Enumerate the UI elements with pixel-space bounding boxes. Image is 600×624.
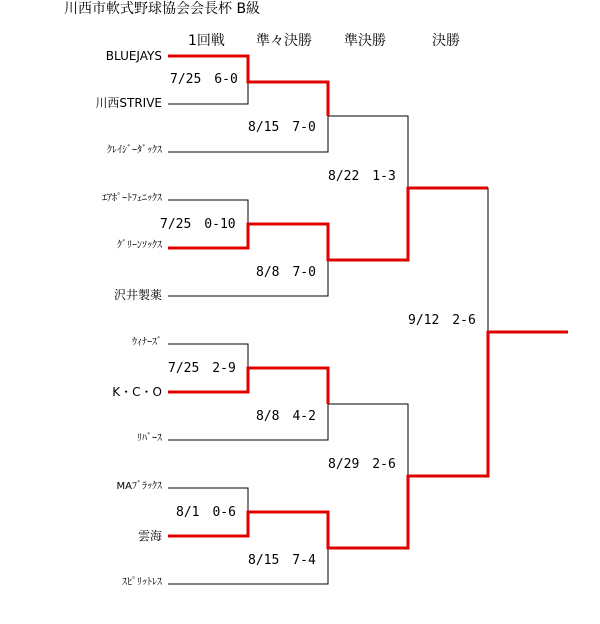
round-header-r1: 1回戦 [188, 33, 225, 49]
line-qf-a-loser [168, 116, 328, 152]
line-r1-a-loser [168, 82, 248, 104]
bracket-lines-red [168, 56, 568, 548]
team-airport-phoenix: ｴｱﾎﾟｰﾄﾌｪﾆｯｸｽ [102, 193, 162, 204]
page-title: 川西市軟式野球協会会長杯 B級 [64, 1, 261, 17]
line-r1-c-loser [168, 344, 248, 368]
round-header-qf: 準々決勝 [256, 33, 312, 49]
team-ma-blacks: MAﾌﾞﾗｯｸｽ [116, 481, 162, 492]
score-qf-c: 8/8 4-2 [256, 409, 316, 424]
line-final-loser [408, 188, 488, 332]
team-bluejays: BLUEJAYS [105, 49, 162, 63]
line-r1-d-loser [168, 488, 248, 512]
team-kawanishi-strive: 川西STRIVE [95, 96, 162, 110]
line-qf-b-loser [168, 260, 328, 296]
team-crazy-ducks: ｸﾚｲｼﾞｰﾀﾞｯｸｽ [107, 145, 162, 156]
team-spiritless: ｽﾋﾟﾘｯﾄﾚｽ [122, 577, 162, 588]
line-sf-b-loser [328, 404, 408, 476]
line-greensox-win [168, 188, 488, 260]
line-sf-a-loser [328, 116, 408, 188]
line-r1-b-loser [168, 200, 248, 224]
score-r1-c: 7/25 2-9 [168, 361, 236, 376]
line-qf-d-loser [168, 548, 328, 584]
round-header-final: 決勝 [432, 33, 460, 49]
score-qf-d: 8/15 7-4 [248, 553, 316, 568]
team-unkai: 雲海 [137, 529, 162, 543]
team-winners: ｳｨﾅｰｽﾞ [132, 337, 162, 348]
score-final: 9/12 2-6 [408, 313, 476, 328]
score-qf-b: 8/8 7-0 [256, 265, 316, 280]
round-header-sf: 準決勝 [344, 33, 386, 49]
score-sf-b: 8/29 2-6 [328, 457, 396, 472]
team-kco: K・C・O [112, 385, 162, 399]
line-qf-c-loser [168, 404, 328, 440]
score-r1-d: 8/1 0-6 [176, 505, 236, 520]
score-sf-a: 8/22 1-3 [328, 169, 396, 184]
score-qf-a: 8/15 7-0 [248, 120, 316, 135]
team-green-sox: ｸﾞﾘｰﾝｿｯｸｽ [117, 240, 162, 251]
bracket-lines-black [168, 82, 488, 584]
team-sawai-seiyaku: 沢井製薬 [113, 288, 162, 302]
score-r1-b: 7/25 0-10 [160, 217, 236, 232]
team-rivers: ﾘﾊﾞｰｽ [137, 433, 162, 444]
line-kco-win [168, 368, 328, 404]
score-r1-a: 7/25 6-0 [170, 72, 238, 87]
